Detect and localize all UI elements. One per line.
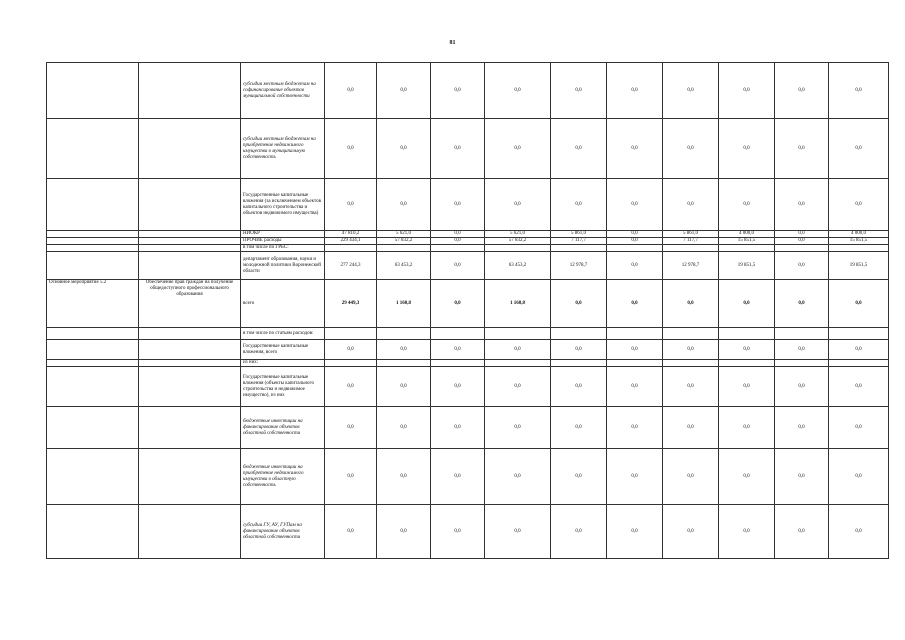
value-cell: 0,0 [607,252,663,280]
table-row [47,360,889,367]
event-code-cell [47,231,139,238]
event-code-cell [47,505,139,559]
event-name-cell [139,179,241,231]
value-cell: 0,0 [551,63,607,119]
table-row [47,505,889,559]
value-cell: 0,0 [663,63,719,119]
value-cell [607,328,663,340]
value-cell: 0,0 [377,449,431,505]
value-cell [607,360,663,367]
row-label: бюджетные инвестиции на финансирование объектов областной собственности [241,407,325,449]
value-cell: 0,0 [551,340,607,360]
value-cell: 0,0 [829,63,889,119]
row-label: департамент образования, науки и молодежной политики Воронежской области [241,252,325,280]
value-cell: 0,0 [663,280,719,328]
value-cell: 0,0 [431,280,485,328]
value-cell: 0,0 [325,367,377,407]
value-cell: 0,0 [485,340,551,360]
value-cell: 0,0 [325,407,377,449]
value-cell: 0,0 [775,231,829,238]
row-label: из них: [241,360,325,367]
event-name-cell [139,360,241,367]
value-cell: 57 832,2 [377,238,431,245]
event-name-cell [139,340,241,360]
value-cell: 5 861,0 [551,231,607,238]
event-name-cell [139,245,241,252]
value-cell [485,360,551,367]
value-cell [485,245,551,252]
value-cell [775,360,829,367]
event-name-cell [139,449,241,505]
value-cell: 0,0 [775,449,829,505]
value-cell: 15 851,5 [719,238,775,245]
value-cell [829,328,889,340]
value-cell: 0,0 [663,119,719,179]
event-code-cell [47,367,139,407]
value-cell: 0,0 [431,340,485,360]
event-name-cell [139,63,241,119]
event-name-cell [139,367,241,407]
value-cell: 0,0 [775,238,829,245]
value-cell: 7 117,7 [663,238,719,245]
table-row [47,328,889,340]
value-cell: 0,0 [607,407,663,449]
value-cell: 0,0 [551,119,607,179]
row-label: Государственные капитальные вложения, всего [241,340,325,360]
value-cell: 0,0 [663,449,719,505]
table-row [47,252,889,280]
value-cell: 229 434,1 [325,238,377,245]
value-cell: 0,0 [775,407,829,449]
event-name-cell [139,238,241,245]
value-cell: 0,0 [719,63,775,119]
value-cell: 0,0 [829,280,889,328]
value-cell: 5 621,0 [485,231,551,238]
value-cell [551,245,607,252]
value-cell: 63 453,2 [377,252,431,280]
value-cell: 0,0 [377,119,431,179]
event-code-cell [47,238,139,245]
row-label: Государственные капитальные вложения (за исключением объектов капитального строительства и объектов недвижимого имущества) [241,179,325,231]
value-cell: 0,0 [325,119,377,179]
value-cell: 12 978,7 [663,252,719,280]
value-cell: 0,0 [663,505,719,559]
event-name: Обеспечение прав граждан на получение общедоступного профессионального образования [145,280,234,297]
value-cell: 0,0 [431,407,485,449]
row-label: субсидии местным бюджетам на приобретение недвижимого имущества в муниципальную собственность [241,119,325,179]
table-row [47,367,889,407]
row-label: субсидии местным бюджетам на софинансирование объектов муниципальной собственности [241,63,325,119]
value-cell: 0,0 [607,505,663,559]
value-cell [607,245,663,252]
value-cell: 0,0 [829,367,889,407]
value-cell: 0,0 [485,119,551,179]
value-cell: 0,0 [607,231,663,238]
value-cell: 0,0 [775,505,829,559]
event-code-cell [47,280,139,328]
value-cell: 0,0 [551,449,607,505]
value-cell [325,245,377,252]
value-cell: 0,0 [719,179,775,231]
value-cell: 0,0 [719,367,775,407]
value-cell: 4 000,0 [829,231,889,238]
value-cell: 0,0 [607,449,663,505]
value-cell: 12 978,7 [551,252,607,280]
table-row [47,231,889,238]
value-cell: 0,0 [775,63,829,119]
value-cell: 0,0 [719,449,775,505]
event-name-cell [139,231,241,238]
value-cell [663,245,719,252]
value-cell: 0,0 [431,367,485,407]
value-cell: 0,0 [325,340,377,360]
value-cell: 0,0 [607,179,663,231]
value-cell: 0,0 [719,505,775,559]
event-code-cell [47,407,139,449]
value-cell: 0,0 [325,449,377,505]
value-cell: 0,0 [775,280,829,328]
value-cell: 19 851,5 [719,252,775,280]
value-cell: 0,0 [551,407,607,449]
value-cell [719,360,775,367]
value-cell: 0,0 [431,238,485,245]
value-cell [775,328,829,340]
value-cell: 0,0 [485,63,551,119]
value-cell: 0,0 [775,340,829,360]
value-cell: 0,0 [719,280,775,328]
value-cell: 0,0 [663,179,719,231]
value-cell [663,360,719,367]
value-cell [551,360,607,367]
value-cell: 5 861,0 [663,231,719,238]
value-cell: 0,0 [719,340,775,360]
event-code-cell [47,119,139,179]
value-cell: 0,0 [431,179,485,231]
value-cell: 0,0 [775,179,829,231]
value-cell [325,360,377,367]
value-cell: 0,0 [829,179,889,231]
value-cell: 0,0 [377,505,431,559]
event-code-cell [47,252,139,280]
value-cell: 0,0 [551,367,607,407]
value-cell: 57 832,2 [485,238,551,245]
value-cell [551,328,607,340]
value-cell: 1 160,8 [377,280,431,328]
value-cell: 0,0 [607,63,663,119]
value-cell: 0,0 [719,119,775,179]
value-cell: 5 621,0 [377,231,431,238]
value-cell: 277 244,3 [325,252,377,280]
value-cell: 0,0 [377,367,431,407]
value-cell: 0,0 [485,179,551,231]
value-cell: 0,0 [485,367,551,407]
value-cell: 0,0 [325,505,377,559]
value-cell [377,328,431,340]
value-cell [377,360,431,367]
row-label: НИОКР [241,231,325,238]
value-cell [431,360,485,367]
row-label: в том числе по статьям расходов: [241,328,325,340]
event-code: Основное мероприятие 5.2 [49,280,107,285]
event-name-cell [139,280,241,328]
value-cell [663,328,719,340]
value-cell: 0,0 [829,449,889,505]
value-cell: 0,0 [829,505,889,559]
value-cell: 0,0 [431,505,485,559]
row-label: Государственные капитальные вложения (объекты капитального строительства и недвижимое имущество), из них [241,367,325,407]
value-cell: 0,0 [551,505,607,559]
table-row [47,119,889,179]
value-cell: 0,0 [485,505,551,559]
value-cell: 0,0 [377,63,431,119]
event-code-cell [47,449,139,505]
value-cell: 0,0 [431,231,485,238]
row-label: в том числе по ГРБС: [241,245,325,252]
value-cell [325,328,377,340]
event-name-cell [139,252,241,280]
event-code-cell [47,179,139,231]
table-row [47,238,889,245]
value-cell: 0,0 [607,238,663,245]
value-cell: 19 851,5 [829,252,889,280]
value-cell: 0,0 [485,449,551,505]
value-cell: 29 449,3 [325,280,377,328]
value-cell: 0,0 [775,367,829,407]
value-cell: 0,0 [775,252,829,280]
table-row [47,63,889,119]
value-cell: 0,0 [485,407,551,449]
event-code-cell [47,340,139,360]
value-cell: 0,0 [607,367,663,407]
event-name-cell [139,328,241,340]
value-cell: 0,0 [431,252,485,280]
value-cell: 63 453,2 [485,252,551,280]
event-name-cell [139,407,241,449]
value-cell [719,328,775,340]
value-cell: 0,0 [607,119,663,179]
table-row [47,449,889,505]
value-cell [377,245,431,252]
table-row [47,179,889,231]
value-cell: 0,0 [325,179,377,231]
value-cell [431,245,485,252]
value-cell: 0,0 [551,179,607,231]
value-cell: 0,0 [377,179,431,231]
value-cell [485,328,551,340]
value-cell: 0,0 [607,340,663,360]
value-cell: 47 810,2 [325,231,377,238]
value-cell: 15 851,5 [829,238,889,245]
value-cell: 0,0 [377,407,431,449]
value-cell [829,245,889,252]
value-cell [719,245,775,252]
value-cell [431,328,485,340]
budget-table [46,62,889,559]
row-label: бюджетные инвестиции на приобретение недвижимого имущества в областную собственность [241,449,325,505]
event-name-cell [139,119,241,179]
event-code-cell [47,328,139,340]
value-cell: 4 000,0 [719,231,775,238]
table-row [47,407,889,449]
value-cell: 0,0 [377,340,431,360]
row-label: ПРОЧИЕ расходы [241,238,325,245]
value-cell: 0,0 [829,407,889,449]
page-number: 81 [449,40,456,46]
value-cell: 0,0 [829,119,889,179]
value-cell: 7 117,7 [551,238,607,245]
value-cell: 0,0 [431,63,485,119]
value-cell: 0,0 [551,280,607,328]
value-cell: 0,0 [431,119,485,179]
event-code-cell [47,245,139,252]
table-row [47,245,889,252]
row-label: субсидии ГУ, АУ, ГУПам на финансирование объектов областной собственности [241,505,325,559]
row-label: всего [241,280,325,328]
value-cell: 1 160,8 [485,280,551,328]
event-code-cell [47,63,139,119]
table-row [47,340,889,360]
event-code-cell [47,360,139,367]
value-cell: 0,0 [829,340,889,360]
value-cell: 0,0 [663,367,719,407]
value-cell: 0,0 [325,63,377,119]
value-cell: 0,0 [663,340,719,360]
value-cell [775,245,829,252]
event-name-cell [139,505,241,559]
value-cell: 0,0 [663,407,719,449]
value-cell: 0,0 [719,407,775,449]
value-cell: 0,0 [431,449,485,505]
value-cell: 0,0 [607,280,663,328]
value-cell: 0,0 [775,119,829,179]
table-row [47,280,889,328]
value-cell [829,360,889,367]
